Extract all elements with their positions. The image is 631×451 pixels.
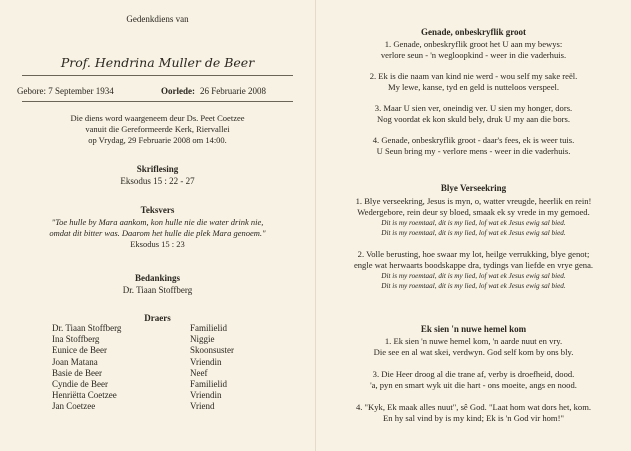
bearer-relation: Neef: [190, 367, 208, 378]
bearer-relation: Familielid: [190, 379, 227, 390]
deceased-name: Prof. Hendrina Muller de Beer: [60, 55, 255, 70]
hymn3-stanza-3-line-1: 4. "Kyk, Ek maak alles nuut", sê God. "Laat hom wat dors het, kom.: [355, 402, 592, 412]
bearer-name: Basie de Beer: [52, 367, 102, 378]
name-divider: [22, 75, 293, 76]
hymn2-stanza-1-refrain-2: Dit is my roemtaal, dit is my lied, lof wat ek Jesus ewig sal bied.: [381, 229, 566, 237]
texts-line-2: omdat dit bitter was. Daarom het hulle die plek Mara genoem.": [49, 228, 266, 238]
hymn1-stanza-3-line-1: 3. Maar U sien ver, oneindig ver. U sien my honger, dors.: [374, 103, 573, 113]
texts-ref: Eksodus 15 : 23: [130, 239, 185, 249]
bearer-row: [52, 345, 234, 356]
right-panel: [316, 0, 631, 451]
bearer-name: Ina Stoffberg: [52, 334, 100, 345]
bearer-row: [52, 390, 234, 401]
died-date: 26 Februarie 2008: [200, 86, 266, 96]
hymn2-stanza-2-line-1: 2. Volle berusting, hoe swaar my lot, heilge verrukking, blye genot;: [357, 249, 590, 259]
hymn1-stanza-1-line-1: 1. Genade, onbeskryflik groot het U aan my bewys:: [384, 39, 563, 49]
thanks-name: Dr. Tiaan Stoffberg: [122, 285, 193, 295]
scripture-ref: Eksodus 15 : 22 - 27: [120, 176, 195, 186]
bearer-relation: Vriendin: [190, 390, 222, 401]
bearer-name: Henriëtta Coetzee: [52, 390, 117, 401]
bearer-row: [52, 334, 234, 345]
texts-line-1: "Toe hulle by Mara aankom, kon hulle nie die water drink nie,: [51, 217, 264, 227]
hymn2-stanza-2-refrain-2: Dit is my roemtaal, dit is my lied, lof wat ek Jesus ewig sal bied.: [381, 282, 566, 290]
bearers-heading: Draers: [144, 313, 171, 323]
died-label: Oorlede:: [161, 86, 195, 96]
hymn2-stanza-1-line-2: Wedergebore, rein deur sy bloed, smaak ek sy vrede in my gemoed.: [357, 207, 590, 217]
bearer-name: Cyndie de Beer: [52, 379, 108, 390]
hymn3-stanza-3-line-2: En hy sal vind by is my kind; Ek is 'n God vir hom!": [383, 413, 564, 423]
hymn1-stanza-2-line-1: 2. Ek is die naam van kind nie werd - wou self my sake reël.: [369, 71, 578, 81]
hymn3-stanza-1-line-2: Die see en al wat skei, verdwyn. God self kom by ons bly.: [373, 347, 574, 357]
hymn1-stanza-4-line-1: 4. Genade, onbeskryflik groot - daar's fees, ek is weer tuis.: [372, 135, 575, 145]
service-line-3: op Vrydag, 29 Februarie 2008 om 14:00.: [88, 135, 227, 145]
hymn2-stanza-2-line-2: engle wat herwaarts boodskappe dra, tydings van liefde en vrye gena.: [353, 260, 594, 270]
bearer-row: [52, 379, 234, 390]
bearer-row: [52, 323, 234, 334]
bearer-relation: Familielid: [190, 323, 227, 333]
texts-heading: Teksvers: [140, 205, 175, 215]
thanks-heading: Bedankings: [134, 273, 181, 283]
hymn1-title: Genade, onbeskryflik groot: [420, 27, 527, 37]
hymn3-stanza-2-line-1: 3. Die Heer droog al die trane af, verby is droefheid, dood.: [372, 369, 575, 379]
bearer-relation: Vriendin: [190, 356, 222, 367]
scripture-heading: Skriflesing: [136, 164, 179, 174]
bearer-name: Dr. Tiaan Stoffberg: [52, 323, 122, 333]
bearer-row: [52, 401, 234, 412]
bearer-relation: Vriend: [190, 401, 215, 412]
hymn1-stanza-3-line-2: Nog voordat ek kon skuld bely, druk U my aan die bors.: [376, 114, 570, 124]
bearer-name: Eunice de Beer: [52, 345, 107, 356]
hymn1-stanza-2-line-2: My lewe, kanse, tyd en geld is nutteloos verspeel.: [387, 82, 560, 92]
bearer-row: [52, 368, 234, 379]
hymn2-stanza-2-refrain-1: Dit is my roemtaal, dit is my lied, lof wat ek Jesus ewig sal bied.: [381, 272, 566, 280]
hymn1-stanza-4-line-2: U Seun bring my - verlore mens - weer in die vaderhuis.: [376, 146, 571, 156]
hymn3-stanza-2-line-2: 'a, pyn en smart wyk uit die hart - ons moeite, angs en nood.: [370, 380, 577, 390]
bearer-relation: Niggie: [190, 334, 215, 345]
hymn2-stanza-1-line-1: 1. Blye verseekring, Jesus is myn, o, watter vreugde, heerlik en rein!: [355, 196, 592, 206]
memorial-title: Gedenkdiens van: [126, 14, 189, 24]
hymn2-title: Blye Verseekring: [440, 183, 507, 193]
born-date: Gebore: 7 September 1934: [17, 86, 114, 96]
bearer-name: Jan Coetzee: [52, 401, 96, 412]
bearers-list: [52, 323, 234, 413]
hymn2-stanza-1-refrain-1: Dit is my roemtaal, dit is my lied, lof wat ek Jesus ewig sal bied.: [381, 219, 566, 227]
left-panel: [0, 0, 315, 451]
service-line-1: Die diens word waargeneem deur Ds. Peet Coetzee: [70, 113, 245, 123]
service-line-2: vanuit die Gereformeerde Kerk, Riervallei: [85, 124, 230, 134]
hymn3-stanza-1-line-1: 1. Ek sien 'n nuwe hemel kom, 'n aarde nuut en vry.: [384, 336, 563, 346]
bearer-row: [52, 357, 234, 368]
bearer-name: Joan Matana: [52, 356, 98, 367]
bearer-relation: Skoonsuster: [190, 345, 235, 356]
hymn3-title: Ek sien 'n nuwe hemel kom: [420, 324, 527, 334]
dates-divider: [22, 101, 293, 102]
hymn1-stanza-1-line-2: verlore seun - 'n wegloopkind - weer in die vaderhuis.: [380, 50, 567, 60]
